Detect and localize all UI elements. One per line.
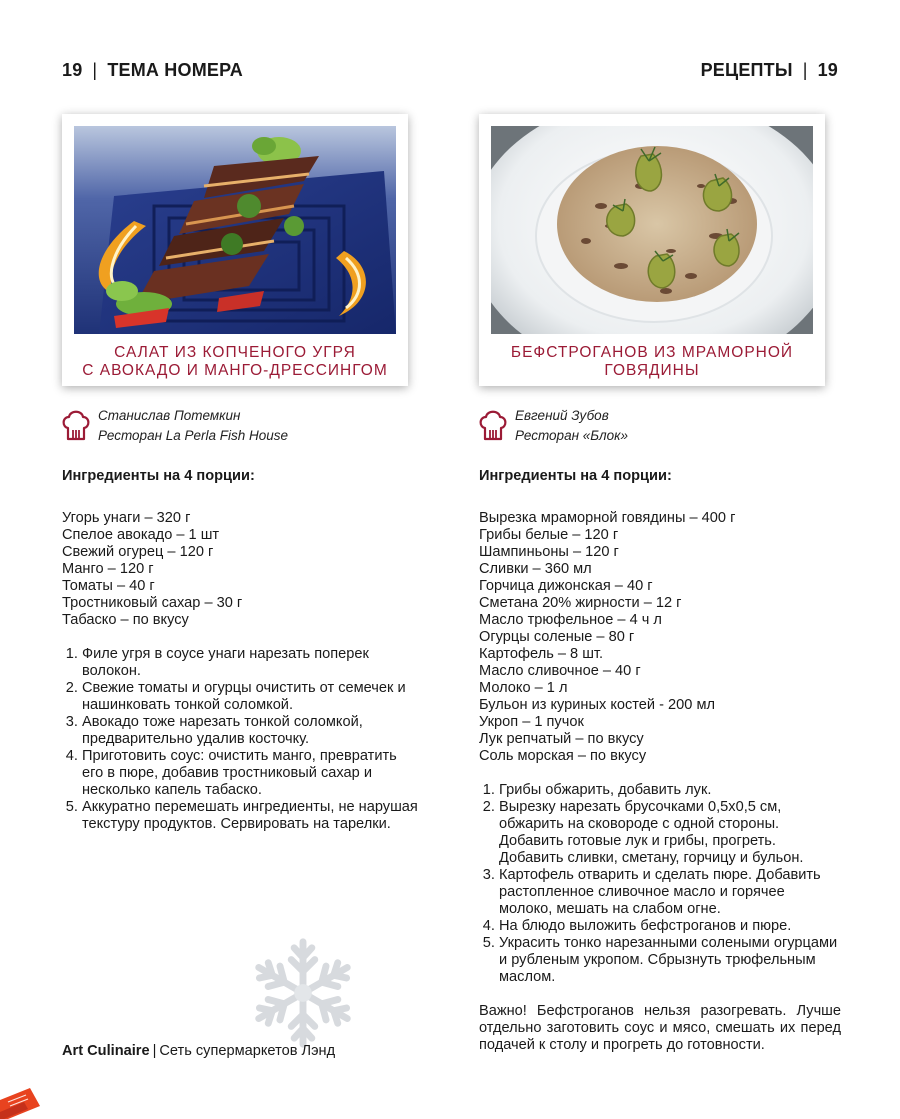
step-item: 4. Приготовить соус: очистить манго, превратить его в пюре, добавив тростниковый сахар и несколько капель табаско. xyxy=(82,748,422,799)
step-item: 3. Авокадо тоже нарезать тонкой соломкой, предварительно удалив косточку. xyxy=(82,714,422,748)
ingredients-heading: Ингредиенты на 4 порции: xyxy=(62,468,255,484)
recipe-body-left xyxy=(62,468,422,833)
ingredient-item: Молоко – 1 л xyxy=(479,680,568,696)
footer xyxy=(62,1043,335,1059)
ingredient-item: Томаты – 40 г xyxy=(62,578,155,594)
step-item: 5. Украсить тонко нарезанными солеными огурцами и рубленым укропом. Сбрызнуть трюфельным маслом. xyxy=(499,935,841,986)
chef-hat-icon xyxy=(62,408,90,442)
ingredients-list xyxy=(479,510,841,765)
beef-stroganoff-photo xyxy=(491,126,813,334)
restaurant-name: Ресторан La Perla Fish House xyxy=(98,428,289,443)
steps-list xyxy=(62,646,422,833)
ingredients-list xyxy=(62,510,422,629)
ingredients-heading: Ингредиенты на 4 порции: xyxy=(479,468,672,484)
ingredient-item: Картофель – 8 шт. xyxy=(479,646,604,662)
ingredient-item: Грибы белые – 120 г xyxy=(479,527,619,543)
ingredient-item: Манго – 120 г xyxy=(62,561,154,577)
step-item: 1. Грибы обжарить, добавить лук. xyxy=(499,782,841,799)
page-number-left: 19 xyxy=(62,60,83,80)
footer-brand: Art Culinaire xyxy=(62,1043,150,1059)
ingredient-item: Горчица дижонская – 40 г xyxy=(479,578,653,594)
chef-name: Станислав Потемкин xyxy=(98,408,241,423)
ingredient-item: Тростниковый сахар – 30 г xyxy=(62,595,243,611)
ingredient-item: Спелое авокадо – 1 шт xyxy=(62,527,220,543)
chef-hat-icon xyxy=(479,408,507,442)
page-header-left xyxy=(62,60,243,81)
step-item: 4. На блюдо выложить бефстроганов и пюре. xyxy=(499,918,841,935)
ingredient-item: Масло сливочное – 40 г xyxy=(479,663,641,679)
ingredient-item: Масло трюфельное – 4 ч л xyxy=(479,612,662,628)
ingredient-item: Огурцы соленые – 80 г xyxy=(479,629,635,645)
ingredient-item: Бульон из куриных костей - 200 мл xyxy=(479,697,716,713)
ingredient-item: Соль морская – по вкусу xyxy=(479,748,647,764)
snowflake-icon xyxy=(244,934,362,1052)
steps-list xyxy=(479,782,841,986)
restaurant-name: Ресторан «Блок» xyxy=(515,428,629,443)
ingredient-item: Свежий огурец – 120 г xyxy=(62,544,214,560)
header-separator: | xyxy=(92,60,98,80)
recipe-title xyxy=(70,344,400,380)
footer-separator: | xyxy=(152,1043,157,1059)
ingredient-item: Угорь унаги – 320 г xyxy=(62,510,191,526)
recipe-title xyxy=(487,344,817,380)
ingredient-item: Шампиньоны – 120 г xyxy=(479,544,619,560)
chef-name: Евгений Зубов xyxy=(515,408,609,423)
recipe-title-line: ГОВЯДИНЫ xyxy=(604,362,700,379)
recipe-card-eel-salad xyxy=(62,114,408,386)
section-title-right: РЕЦЕПТЫ xyxy=(700,60,793,80)
recipe-card-beef-stroganoff xyxy=(479,114,825,386)
page-header-right xyxy=(701,60,838,81)
ingredient-item: Сметана 20% жирности – 12 г xyxy=(479,595,682,611)
page-number-right: 19 xyxy=(817,60,838,80)
ingredient-item: Сливки – 360 мл xyxy=(479,561,592,577)
recipe-title-line: БЕФСТРОГАНОВ ИЗ МРАМОРНОЙ xyxy=(510,344,794,361)
header-separator: | xyxy=(802,60,808,80)
ingredient-item: Табаско – по вкусу xyxy=(62,612,189,628)
step-item: 3. Картофель отварить и сделать пюре. Добавить растопленное сливочное масло и горячее молоко, мешать на слабом огне. xyxy=(499,867,841,918)
eel-salad-photo xyxy=(74,126,396,334)
section-title-left: ТЕМА НОМЕРА xyxy=(107,60,243,80)
step-item: 1. Филе угря в соусе унаги нарезать поперек волокон. xyxy=(82,646,422,680)
recipe-body-right xyxy=(479,468,841,1054)
step-item: 2. Свежие томаты и огурцы очистить от семечек и нашинковать тонкой соломкой. xyxy=(82,680,422,714)
recipe-title-line: САЛАТ ИЗ КОПЧЕНОГО УГРЯ xyxy=(114,344,356,361)
ingredient-item: Вырезка мраморной говядины – 400 г xyxy=(479,510,736,526)
recipe-title-line: С АВОКАДО И МАНГО-ДРЕССИНГОМ xyxy=(82,362,388,379)
ingredient-item: Лук репчатый – по вкусу xyxy=(479,731,644,747)
footer-network: Сеть супермаркетов Лэнд xyxy=(159,1043,336,1059)
corner-badge-icon xyxy=(0,1082,40,1119)
ingredient-item: Укроп – 1 пучок xyxy=(479,714,584,730)
step-item: 5. Аккуратно перемешать ингредиенты, не нарушая текстуру продуктов. Сервировать на тарелки. xyxy=(82,799,422,833)
important-note: Важно! Бефстроганов нельзя разогревать. Лучше отдельно заготовить соус и мясо, смешать их перед подачей к столу и прогреть до готовности. xyxy=(479,1003,841,1053)
step-item: 2. Вырезку нарезать брусочками 0,5х0,5 см, обжарить на сковороде с одной стороны. Добавить готовые лук и грибы, прогреть. Добавить сливки, сметану, горчицу и бульон. xyxy=(499,799,841,867)
